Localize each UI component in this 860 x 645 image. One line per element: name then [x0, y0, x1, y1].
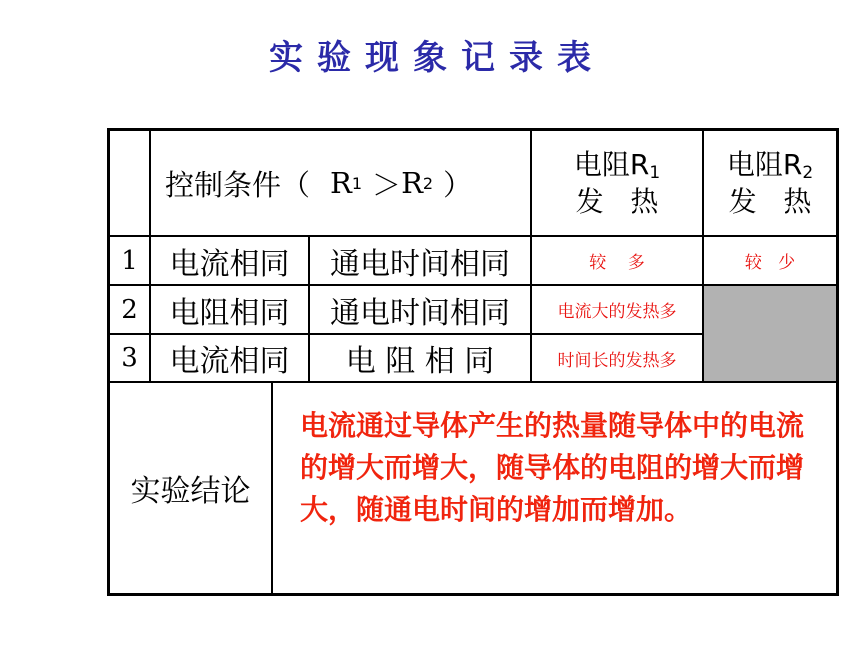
row-r1-result: 时间长的发热多 [557, 350, 677, 371]
page-title: 实验现象记录表 [269, 38, 605, 78]
row-r1-result: 电流大的发热多 [557, 302, 677, 322]
header-r2-heat: 电阻$R_2$ 发 热 [726, 147, 814, 219]
row-index: 3 [121, 343, 138, 373]
table-border-right [836, 128, 839, 596]
row-index: 2 [121, 294, 138, 325]
table-border-bottom [107, 593, 839, 596]
row-condition-a: 电阻相同 [169, 295, 290, 331]
row-condition-b: 通电时间相同 [330, 295, 510, 331]
row-r2-result: 较 少 [744, 253, 796, 273]
row-index: 1 [121, 245, 138, 276]
row-condition-a: 电流相同 [169, 246, 290, 282]
row-condition-b: 电 阻 相 同 [345, 344, 495, 379]
row-condition-a: 电流相同 [169, 344, 290, 379]
row-r1-result: 较 多 [589, 253, 645, 273]
header-control-conditions: 控制条件（ R 1 ＞ R 2 ） [165, 166, 473, 202]
empty-gray-cell [703, 284, 837, 382]
header-r1-heat: 电阻$R_1$ 发 热 [573, 147, 661, 219]
conclusion-text: 电流通过导体产生的热量随导体中的电流的增大而增大，随导体的电阻的增大而增大，随通电时间的增加而增加。 [300, 409, 805, 526]
col-divider [271, 381, 273, 595]
row-condition-b: 通电时间相同 [330, 246, 510, 282]
conclusion-label: 实验结论 [130, 474, 251, 509]
